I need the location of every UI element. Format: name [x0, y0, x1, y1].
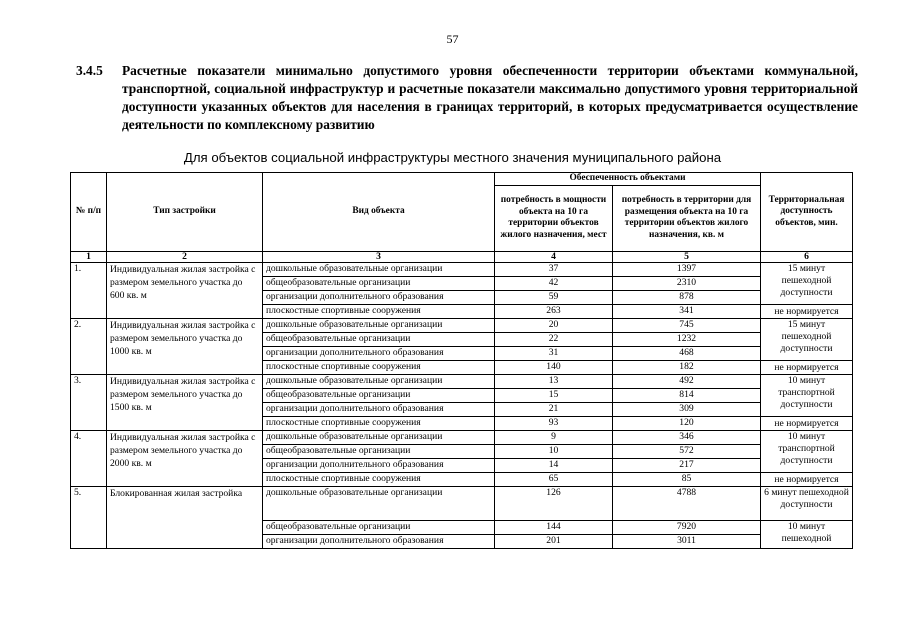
- territory-value: 492: [613, 374, 761, 388]
- territory-value: 1232: [613, 332, 761, 346]
- accessibility: 15 минут пешеходной доступности: [761, 318, 853, 360]
- table-row: [71, 262, 853, 276]
- object-type: дошкольные образовательные организации: [263, 430, 495, 444]
- capacity-value: 13: [495, 374, 613, 388]
- building-type: Блокированная жилая застройка: [107, 486, 263, 548]
- table-subtitle: Для объектов социальной инфраструктуры местного значения муниципального района: [183, 150, 722, 165]
- object-type: организации дополнительного образования: [263, 534, 495, 548]
- object-type: общеобразовательные организации: [263, 332, 495, 346]
- capacity-value: 14: [495, 458, 613, 472]
- column-number: 5: [613, 251, 761, 262]
- column-number: 4: [495, 251, 613, 262]
- object-type: плоскостные спортивные сооружения: [263, 416, 495, 430]
- object-type: дошкольные образовательные организации: [263, 318, 495, 332]
- accessibility: 15 минут пешеходной доступности: [761, 262, 853, 304]
- capacity-value: 201: [495, 534, 613, 548]
- object-type: общеобразовательные организации: [263, 276, 495, 290]
- territory-value: 468: [613, 346, 761, 360]
- territory-value: 2310: [613, 276, 761, 290]
- column-number: 6: [761, 251, 853, 262]
- header-capacity: потребность в мощности объекта на 10 га территории объектов жилого назначения, мест: [495, 185, 613, 251]
- section-number: 3.4.5: [76, 63, 103, 78]
- territory-value: 346: [613, 430, 761, 444]
- object-type: плоскостные спортивные сооружения: [263, 472, 495, 486]
- accessibility: 6 минут пешеходной доступности: [761, 486, 853, 520]
- header-territory: потребность в территории для размещения объекта на 10 га территории объектов жилого назначения, кв. м: [613, 185, 761, 251]
- object-type: дошкольные образовательные организации: [263, 262, 495, 276]
- capacity-value: 37: [495, 262, 613, 276]
- capacity-value: 93: [495, 416, 613, 430]
- accessibility: 10 минут транспортной доступности: [761, 374, 853, 416]
- table-row: [71, 318, 853, 332]
- territory-value: 878: [613, 290, 761, 304]
- territory-value: 814: [613, 388, 761, 402]
- row-number: 2.: [71, 318, 107, 374]
- page-number: 57: [446, 32, 459, 46]
- row-number: 5.: [71, 486, 107, 548]
- accessibility: 10 минут пешеходной: [761, 520, 853, 548]
- capacity-value: 140: [495, 360, 613, 374]
- column-number-row: [71, 251, 853, 262]
- norms-table: [70, 172, 853, 549]
- table-row: [71, 430, 853, 444]
- object-type: общеобразовательные организации: [263, 520, 495, 534]
- territory-value: 745: [613, 318, 761, 332]
- building-type: Индивидуальная жилая застройка с размером земельного участка до 1000 кв. м: [107, 318, 263, 374]
- column-number: 1: [71, 251, 107, 262]
- territory-value: 85: [613, 472, 761, 486]
- capacity-value: 263: [495, 304, 613, 318]
- capacity-value: 126: [495, 486, 613, 520]
- object-type: организации дополнительного образования: [263, 346, 495, 360]
- object-type: организации дополнительного образования: [263, 402, 495, 416]
- building-type: Индивидуальная жилая застройка с размером земельного участка до 600 кв. м: [107, 262, 263, 318]
- accessibility-sport: не нормируется: [761, 472, 853, 486]
- territory-value: 217: [613, 458, 761, 472]
- header-type: Тип застройки: [107, 173, 263, 252]
- row-number: 3.: [71, 374, 107, 430]
- header-object: Вид объекта: [263, 173, 495, 252]
- table-row: [71, 374, 853, 388]
- capacity-value: 15: [495, 388, 613, 402]
- territory-value: 120: [613, 416, 761, 430]
- building-type: Индивидуальная жилая застройка с размером земельного участка до 2000 кв. м: [107, 430, 263, 486]
- capacity-value: 65: [495, 472, 613, 486]
- section-heading: [76, 62, 858, 134]
- object-type: дошкольные образовательные организации: [263, 374, 495, 388]
- capacity-value: 59: [495, 290, 613, 304]
- object-type: дошкольные образовательные организации: [263, 486, 495, 520]
- territory-value: 309: [613, 402, 761, 416]
- object-type: организации дополнительного образования: [263, 290, 495, 304]
- column-number: 3: [263, 251, 495, 262]
- capacity-value: 144: [495, 520, 613, 534]
- building-type: Индивидуальная жилая застройка с размером земельного участка до 1500 кв. м: [107, 374, 263, 430]
- territory-value: 182: [613, 360, 761, 374]
- accessibility: 10 минут транспортной доступности: [761, 430, 853, 472]
- object-type: организации дополнительного образования: [263, 458, 495, 472]
- section-title: Расчетные показатели минимально допустимого уровня обеспеченности территории объектами коммунальной, транспортной, социальной инфраструктур и расчетные показатели максимально допустимого уровня территориальной доступности указанных объектов для населения в границах территорий, в которых предусматривается осуществление деятельности по комплексному развитию: [122, 63, 858, 132]
- territory-value: 1397: [613, 262, 761, 276]
- capacity-value: 31: [495, 346, 613, 360]
- capacity-value: 21: [495, 402, 613, 416]
- row-number: 4.: [71, 430, 107, 486]
- column-number: 2: [107, 251, 263, 262]
- accessibility-sport: не нормируется: [761, 416, 853, 430]
- territory-value: 3011: [613, 534, 761, 548]
- territory-value: 572: [613, 444, 761, 458]
- header-provision: Обеспеченность объектами: [495, 173, 761, 186]
- capacity-value: 42: [495, 276, 613, 290]
- capacity-value: 22: [495, 332, 613, 346]
- territory-value: 341: [613, 304, 761, 318]
- object-type: общеобразовательные организации: [263, 444, 495, 458]
- object-type: плоскостные спортивные сооружения: [263, 304, 495, 318]
- territory-value: 7920: [613, 520, 761, 534]
- capacity-value: 10: [495, 444, 613, 458]
- row-number: 1.: [71, 262, 107, 318]
- table-body: [71, 251, 853, 548]
- header-access: Территориальная доступность объектов, мин.: [761, 173, 853, 252]
- territory-value: 4788: [613, 486, 761, 520]
- accessibility-sport: не нормируется: [761, 360, 853, 374]
- table-row: [71, 486, 853, 520]
- object-type: общеобразовательные организации: [263, 388, 495, 402]
- capacity-value: 9: [495, 430, 613, 444]
- capacity-value: 20: [495, 318, 613, 332]
- object-type: плоскостные спортивные сооружения: [263, 360, 495, 374]
- header-num: № п/п: [71, 173, 107, 252]
- accessibility-sport: не нормируется: [761, 304, 853, 318]
